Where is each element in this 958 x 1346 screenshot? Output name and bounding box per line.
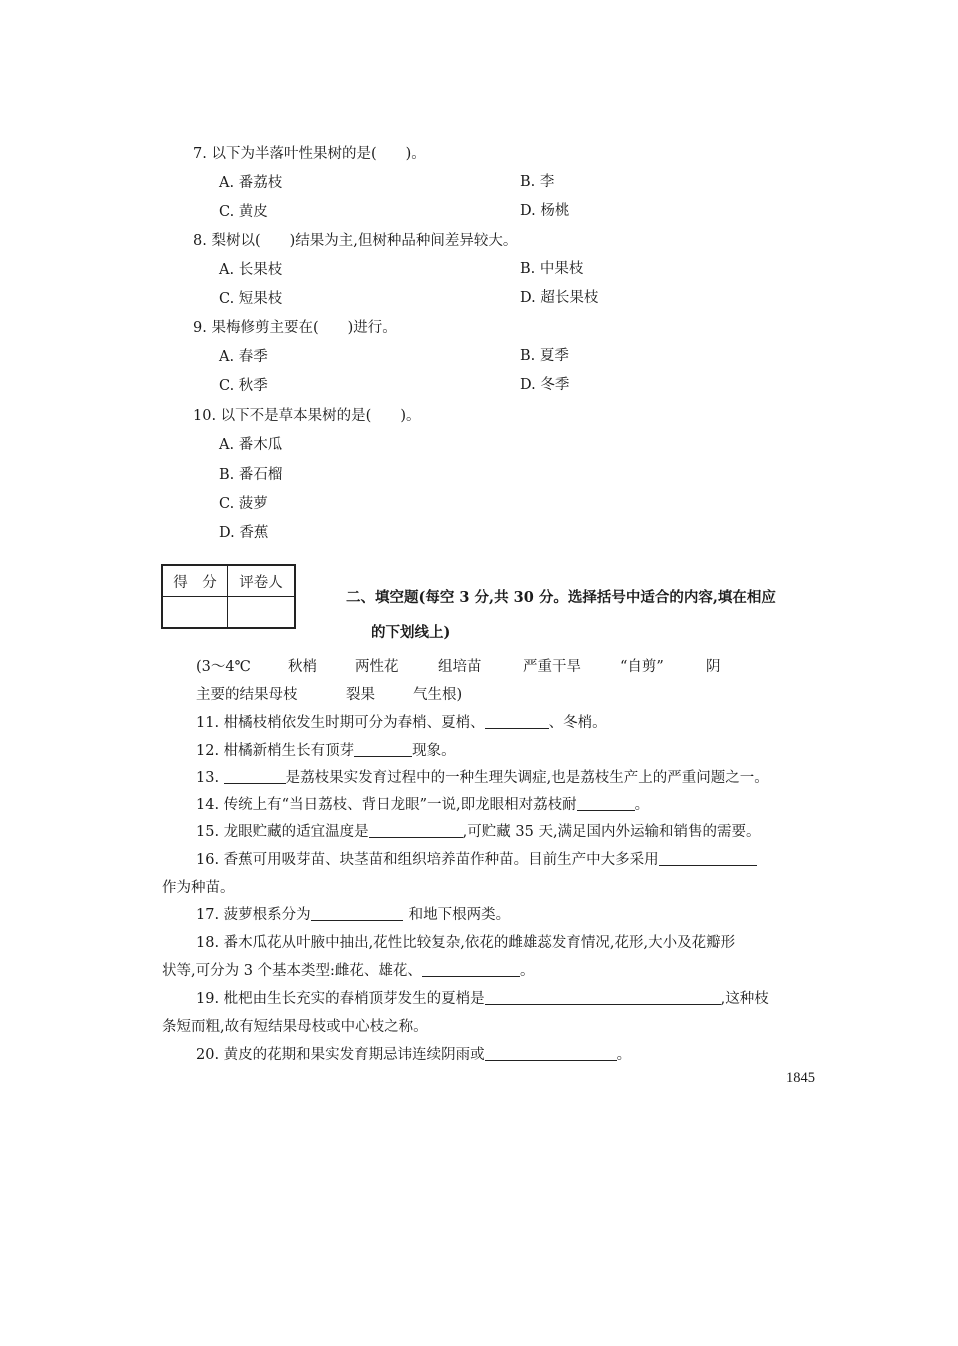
q9-option-b: B. 夏季 [520,348,569,364]
answer-blank[interactable] [659,851,757,866]
option-word: “自剪” [620,659,664,675]
answer-blank[interactable] [422,962,520,977]
answer-blank[interactable] [577,796,635,811]
option-word: 两性花 [355,659,399,675]
answer-blank[interactable] [485,714,549,729]
q10-stem: 10. 以下不是草本果树的是( )。 [193,408,421,424]
q7-option-c: C. 黄皮 [219,204,268,220]
score-label: 得 分 [162,565,228,597]
option-word: 组培苗 [438,659,482,675]
q8-option-d: D. 超长果枝 [520,290,599,306]
q9-option-c: C. 秋季 [219,378,268,394]
option-word: 主要的结果母枝 [196,687,298,703]
page-number: 1845 [786,1070,815,1086]
grader-label: 评卷人 [228,565,296,597]
answer-blank[interactable] [354,742,412,757]
option-word: 严重干旱 [523,659,581,675]
q10-option-d: D. 香蕉 [219,525,269,541]
q7-stem: 7. 以下为半落叶性果树的是( )。 [193,146,426,162]
q20: 20. 黄皮的花期和果实发育期忌讳连续阴雨或 。 [196,1047,632,1063]
q7-option-d: D. 杨桃 [520,203,570,219]
q13: 13. 是荔枝果实发育过程中的一种生理失调症,也是荔枝生产上的严重问题之一。 [196,770,769,786]
q8-stem: 8. 梨树以( )结果为主,但树种品种间差异较大。 [193,233,518,249]
q12: 12. 柑橘新梢生长有顶芽 现象。 [196,743,456,759]
answer-blank[interactable] [224,769,286,784]
section2-title-line2: 的下划线上) [371,624,451,641]
q7-option-b: B. 李 [520,174,555,190]
q10-option-a: A. 番木瓜 [219,437,283,453]
q9-option-a: A. 春季 [219,349,268,365]
option-word: 秋梢 [288,659,317,675]
q18-line2: 状等,可分为 3 个基本类型:雌花、雄花、 。 [162,963,535,979]
q18-line1: 18. 番木瓜花从叶腋中抽出,花性比较复杂,依花的雌雄蕊发育情况,花形,大小及花瓣形 [196,935,736,951]
q14: 14. 传统上有“当日荔枝、背日龙眼”一说,即龙眼相对荔枝耐 。 [196,797,650,813]
q9-option-d: D. 冬季 [520,377,570,393]
grader-cell[interactable] [228,597,296,629]
answer-blank[interactable] [311,906,403,921]
q8-option-b: B. 中果枝 [520,261,584,277]
section2-title-line1: 二、填空题(每空 3 分,共 30 分。选择括号中适合的内容,填在相应 [346,589,776,606]
q19: 19. 枇杷由生长充实的春梢顶芽发生的夏梢是 ,这种枝 [196,991,769,1007]
q16-continuation: 作为种苗。 [162,880,235,896]
q9-stem: 9. 果梅修剪主要在( )进行。 [193,320,397,336]
score-cell[interactable] [162,597,228,629]
q16: 16. 香蕉可用吸芽苗、块茎苗和组织培养苗作种苗。目前生产中大多采用 [196,848,757,869]
option-word: 气生根) [413,687,463,703]
q11: 11. 柑橘枝梢依发生时期可分为春梢、夏梢、 、冬梢。 [196,715,607,731]
answer-blank[interactable] [485,990,721,1005]
q10-option-c: C. 菠萝 [219,496,268,512]
q8-option-a: A. 长果枝 [219,262,283,278]
option-word: 阴 [706,659,721,675]
q7-option-a: A. 番荔枝 [219,175,283,191]
option-word: (3～4℃ [196,659,251,675]
option-word: 裂果 [346,687,375,703]
answer-blank[interactable] [485,1046,617,1061]
q19-continuation: 条短而粗,故有短结果母枝或中心枝之称。 [162,1019,428,1035]
score-table [161,564,296,629]
q15: 15. 龙眼贮藏的适宜温度是 ,可贮藏 35 天,满足国内外运输和销售的需要。 [196,824,761,840]
q8-option-c: C. 短果枝 [219,291,283,307]
answer-blank[interactable] [369,823,463,838]
q17: 17. 菠萝根系分为 和地下根两类。 [196,907,511,923]
q10-option-b: B. 番石榴 [219,467,283,483]
